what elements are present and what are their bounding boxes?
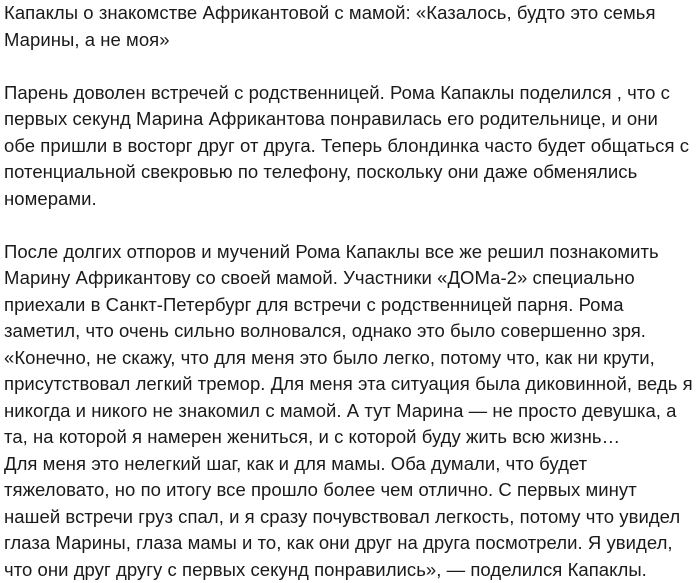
body-paragraph-2: «Конечно, не скажу, что для меня это было легко, потому что, как ни крути, присутствовал легкий тремор. Для меня эта ситуация была диковинной, ведь я никогда и никого не знакомил с мамой. А тут Марина — не просто девушка, а та, на которой я намерен жениться, и с которой буду жить всю жизнь… [4, 345, 694, 451]
body-paragraph-1: После долгих отпоров и мучений Рома Капаклы все же решил познакомить Марину Африкантову со своей мамой. Участники «ДОМа-2» специально приехали в Санкт-Петербург для встречи с родственницей парня. Рома заметил, что очень сильно волновался, однако это было совершенно зря. [4, 239, 694, 345]
paragraph-spacer [4, 53, 694, 80]
article-lead: Парень доволен встречей с родственницей. Рома Капаклы поделился , что с первых секунд Марина Африкантова понравилась его родительнице, и они обе пришли в восторг друг от друга. Теперь блондинка часто будет общаться с потенциальной свекровью по телефону, поскольку они даже обменялись номерами. [4, 80, 694, 213]
article [4, 0, 694, 583]
body-paragraph-3: Для меня это нелегкий шаг, как и для мамы. Оба думали, что будет тяжеловато, но по итогу все прошло более чем отлично. С первых минут нашей встречи груз спал, и я сразу почувствовал легкость, потому что увидел глаза Марины, глаза мамы и то, как они друг на друга посмотрели. Я увидел, что они друг другу с первых секунд понравились», — поделился Капаклы. [4, 451, 694, 583]
article-title: Капаклы о знакомстве Африкантовой с мамой: «Казалось, будто это семья Марины, а не моя» [4, 0, 694, 53]
paragraph-spacer [4, 212, 694, 239]
